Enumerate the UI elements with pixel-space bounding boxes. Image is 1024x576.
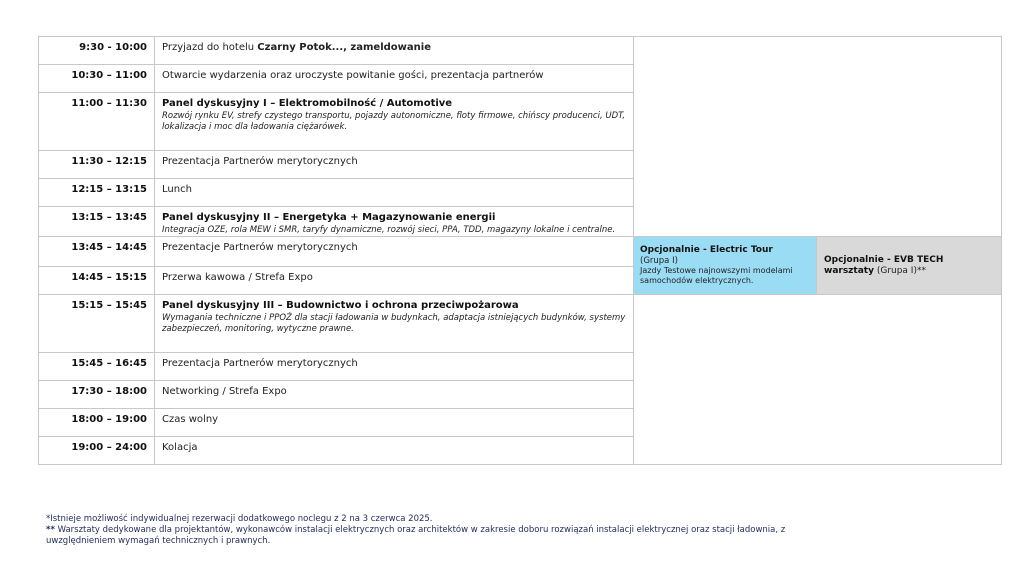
agenda-row (39, 295, 1002, 353)
row-description: Prezentacja Partnerów merytorycznych (155, 353, 634, 381)
panel-detail: Wymagania techniczne i PPOŻ dla stacji ładowania w budynkach, adaptacja istniejących budynków, systemy zabezpieczeń, monitoring, wytyczne prawne. (162, 313, 626, 334)
evb-tech-title: Opcjonalnie - EVB TECH warsztaty (824, 254, 944, 276)
row-description: Kolacja (155, 437, 634, 465)
row-description (155, 37, 634, 65)
row-time: 19:00 – 24:00 (39, 437, 155, 465)
footnote-workshops (46, 525, 846, 547)
row-description: Przerwa kawowa / Strefa Expo (155, 267, 634, 295)
row-description (155, 295, 634, 353)
footnote-accommodation: *Istnieje możliwość indywidualnej rezerwacji dodatkowego noclegu z 2 na 3 czerwca 2025. (46, 514, 433, 524)
row-description: Czas wolny (155, 409, 634, 437)
optional-evb-tech (817, 237, 1002, 295)
row-description: Otwarcie wydarzenia oraz uroczyste powitanie gości, prezentacja partnerów (155, 65, 634, 93)
electric-tour-group: (Grupa I) (640, 256, 678, 266)
panel-title: Panel dyskusyjny II – Energetyka + Magazynowanie energii (162, 212, 496, 223)
row-description (155, 207, 634, 237)
row-description: Prezentacja Partnerów merytorycznych (155, 151, 634, 179)
panel-detail: Integracja OZE, rola MEW i SMR, taryfy dynamiczne, rozwój sieci, PPA, TDD, magazyny lokalne i centralne. (162, 225, 616, 235)
row-time: 18:00 – 19:00 (39, 409, 155, 437)
row-time: 12:15 – 13:15 (39, 179, 155, 207)
footnote-marker: ** (46, 525, 55, 535)
optional-empty-bottom (634, 295, 1002, 465)
evb-tech-group: (Grupa I)** (873, 265, 926, 276)
row-time: 15:15 – 15:45 (39, 295, 155, 353)
agenda-table (38, 36, 1002, 465)
row-description: Networking / Strefa Expo (155, 381, 634, 409)
electric-tour-description: Jazdy Testowe najnowszymi modelami samochodów elektrycznych. (640, 266, 793, 285)
row-time: 9:30 - 10:00 (39, 37, 155, 65)
row-text: Przyjazd do hotelu (162, 42, 258, 53)
row-text-bold: Czarny Potok..., zameldowanie (257, 42, 431, 53)
row-description (155, 93, 634, 151)
electric-tour-title: Opcjonalnie - Electric Tour (640, 245, 773, 255)
agenda-row (39, 37, 1002, 65)
row-description: Prezentacje Partnerów merytorycznych (155, 237, 634, 267)
row-time: 11:00 – 11:30 (39, 93, 155, 151)
optional-empty-top (634, 37, 1002, 237)
row-time: 17:30 – 18:00 (39, 381, 155, 409)
row-time: 15:45 – 16:45 (39, 353, 155, 381)
row-description: Lunch (155, 179, 634, 207)
row-time: 11:30 – 12:15 (39, 151, 155, 179)
panel-title: Panel dyskusyjny I – Elektromobilność / Automotive (162, 98, 453, 109)
row-time: 13:15 – 13:45 (39, 207, 155, 237)
footnote-workshops-text: Warsztaty dedykowane dla projektantów, wykonawców instalacji elektrycznych oraz architektów w zakresie doboru rozwiązań instalacji elektrycznej oraz stacji ładownia, z uwzględnieniem wymagań technicznych i prawnych. (46, 525, 786, 546)
row-time: 14:45 – 15:15 (39, 267, 155, 295)
panel-title: Panel dyskusyjny III – Budownictwo i ochrona przeciwpożarowa (162, 300, 519, 311)
footnotes (46, 514, 846, 547)
panel-detail: Rozwój rynku EV, strefy czystego transportu, pojazdy autonomiczne, floty firmowe, chińscy producenci, UDT, lokalizacja i moc dla ładowania ciężarówek. (162, 111, 626, 132)
row-time: 13:45 – 14:45 (39, 237, 155, 267)
agenda-row (39, 237, 1002, 267)
row-time: 10:30 – 11:00 (39, 65, 155, 93)
optional-electric-tour (634, 237, 817, 295)
